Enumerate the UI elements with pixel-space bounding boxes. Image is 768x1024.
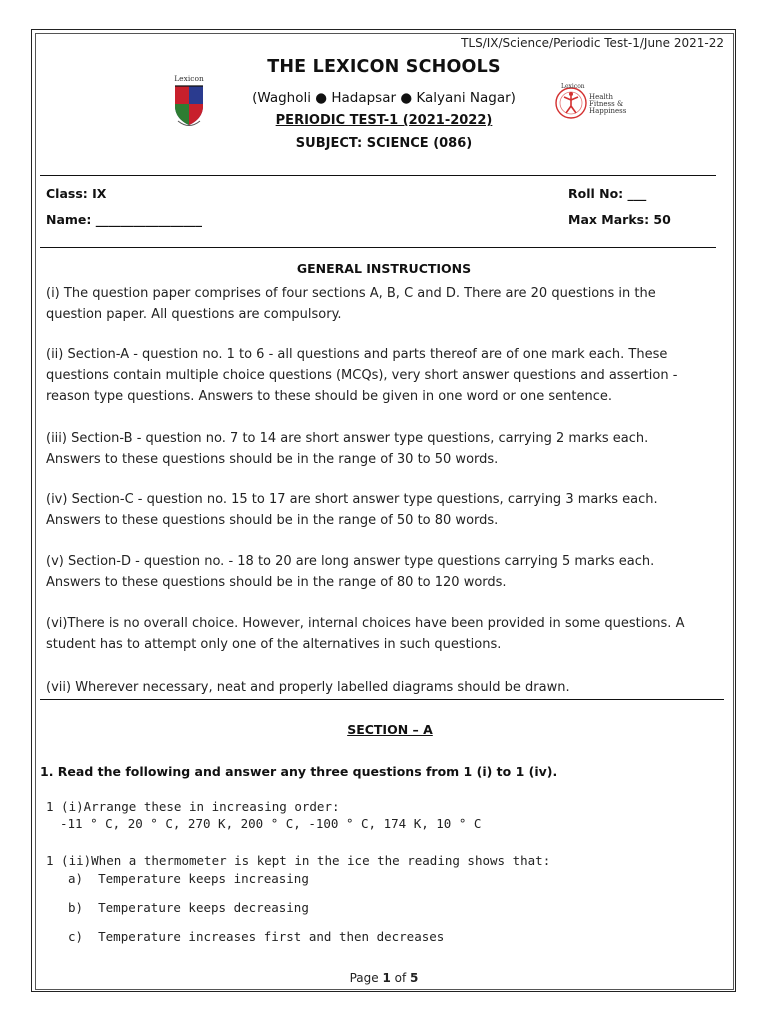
section-a-heading: SECTION – A	[347, 722, 433, 737]
school-shield-logo	[166, 74, 212, 130]
header-rule	[40, 175, 716, 176]
instruction-item: (v) Section-D - question no. - 18 to 20 are long answer type questions carrying 5 marks each. Answers to these questions should be in the range of 80 to 120 words.	[46, 554, 655, 590]
option-b	[68, 900, 309, 915]
question-1-i-values: -11 ° C, 20 ° C, 270 K, 200 ° C, -100 ° C, 174 K, 10 ° C	[60, 816, 482, 831]
instructions-rule	[40, 699, 724, 700]
option-letter: c)	[68, 929, 84, 944]
campus-list: (Wagholi ● Hadapsar ● Kalyani Nagar)	[252, 90, 516, 106]
option-letter: a)	[68, 871, 84, 886]
instruction-item: (iii) Section-B - question no. 7 to 14 are short answer type questions, carrying 2 marks each. Answers to these questions should be in the range of 30 to 50 words.	[46, 431, 649, 467]
question-1-ii-label: 1 (ii)When a thermometer is kept in the ice the reading shows that:	[46, 853, 551, 868]
school-logo-label: Lexicon	[174, 74, 204, 83]
roll-number-field: Roll No: ___	[568, 186, 647, 201]
student-name-field: Name: _________________	[46, 212, 202, 227]
option-text: Temperature keeps increasing	[98, 871, 309, 886]
svg-text:Lexicon: Lexicon	[561, 83, 585, 90]
school-name: THE LEXICON SCHOOLS	[267, 57, 501, 77]
svg-text:Happiness: Happiness	[589, 107, 627, 115]
option-c	[68, 929, 444, 944]
svg-text:Fitness &: Fitness &	[589, 100, 624, 108]
svg-text:Health: Health	[589, 93, 613, 101]
instruction-item: (i) The question paper comprises of four sections A, B, C and D. There are 20 questions in the question paper. All questions are compulsory.	[46, 286, 656, 322]
max-marks: Max Marks: 50	[568, 212, 671, 227]
subject-line: SUBJECT: SCIENCE (086)	[295, 136, 473, 151]
option-text: Temperature keeps decreasing	[98, 900, 309, 915]
instruction-item: (iv) Section-C - question no. 15 to 17 are short answer type questions, carrying 3 marks each. Answers to these questions should be in the range of 50 to 80 words.	[46, 492, 658, 528]
option-letter: b)	[68, 900, 84, 915]
question-1-i-label: 1 (i)Arrange these in increasing order:	[46, 799, 340, 814]
option-a	[68, 871, 309, 886]
instruction-item: (vi)There is no overall choice. However, internal choices have been provided in some questions. A student has to attempt only one of the alternatives in such questions.	[46, 616, 685, 652]
paper-code: TLS/IX/Science/Periodic Test-1/June 2021-22	[461, 36, 724, 50]
meta-rule	[40, 247, 716, 248]
instructions-title: GENERAL INSTRUCTIONS	[296, 261, 472, 276]
health-fitness-logo	[553, 82, 643, 124]
instruction-item: (vii) Wherever necessary, neat and properly labelled diagrams should be drawn.	[46, 680, 570, 695]
test-title: PERIODIC TEST-1 (2021-2022)	[275, 113, 493, 128]
option-text: Temperature increases first and then decreases	[98, 929, 445, 944]
class-label: Class: IX	[46, 186, 107, 201]
question-1: 1. Read the following and answer any three questions from 1 (i) to 1 (iv).	[40, 764, 558, 779]
instruction-item: (ii) Section-A - question no. 1 to 6 - all questions and parts thereof are of one mark each. These questions contain multiple choice questions (MCQs), very short answer questions and assertion - reason type questions. Answers to these should be given in one word or one sentence.	[46, 347, 678, 404]
page-footer: Page 1 of 5	[349, 971, 419, 985]
